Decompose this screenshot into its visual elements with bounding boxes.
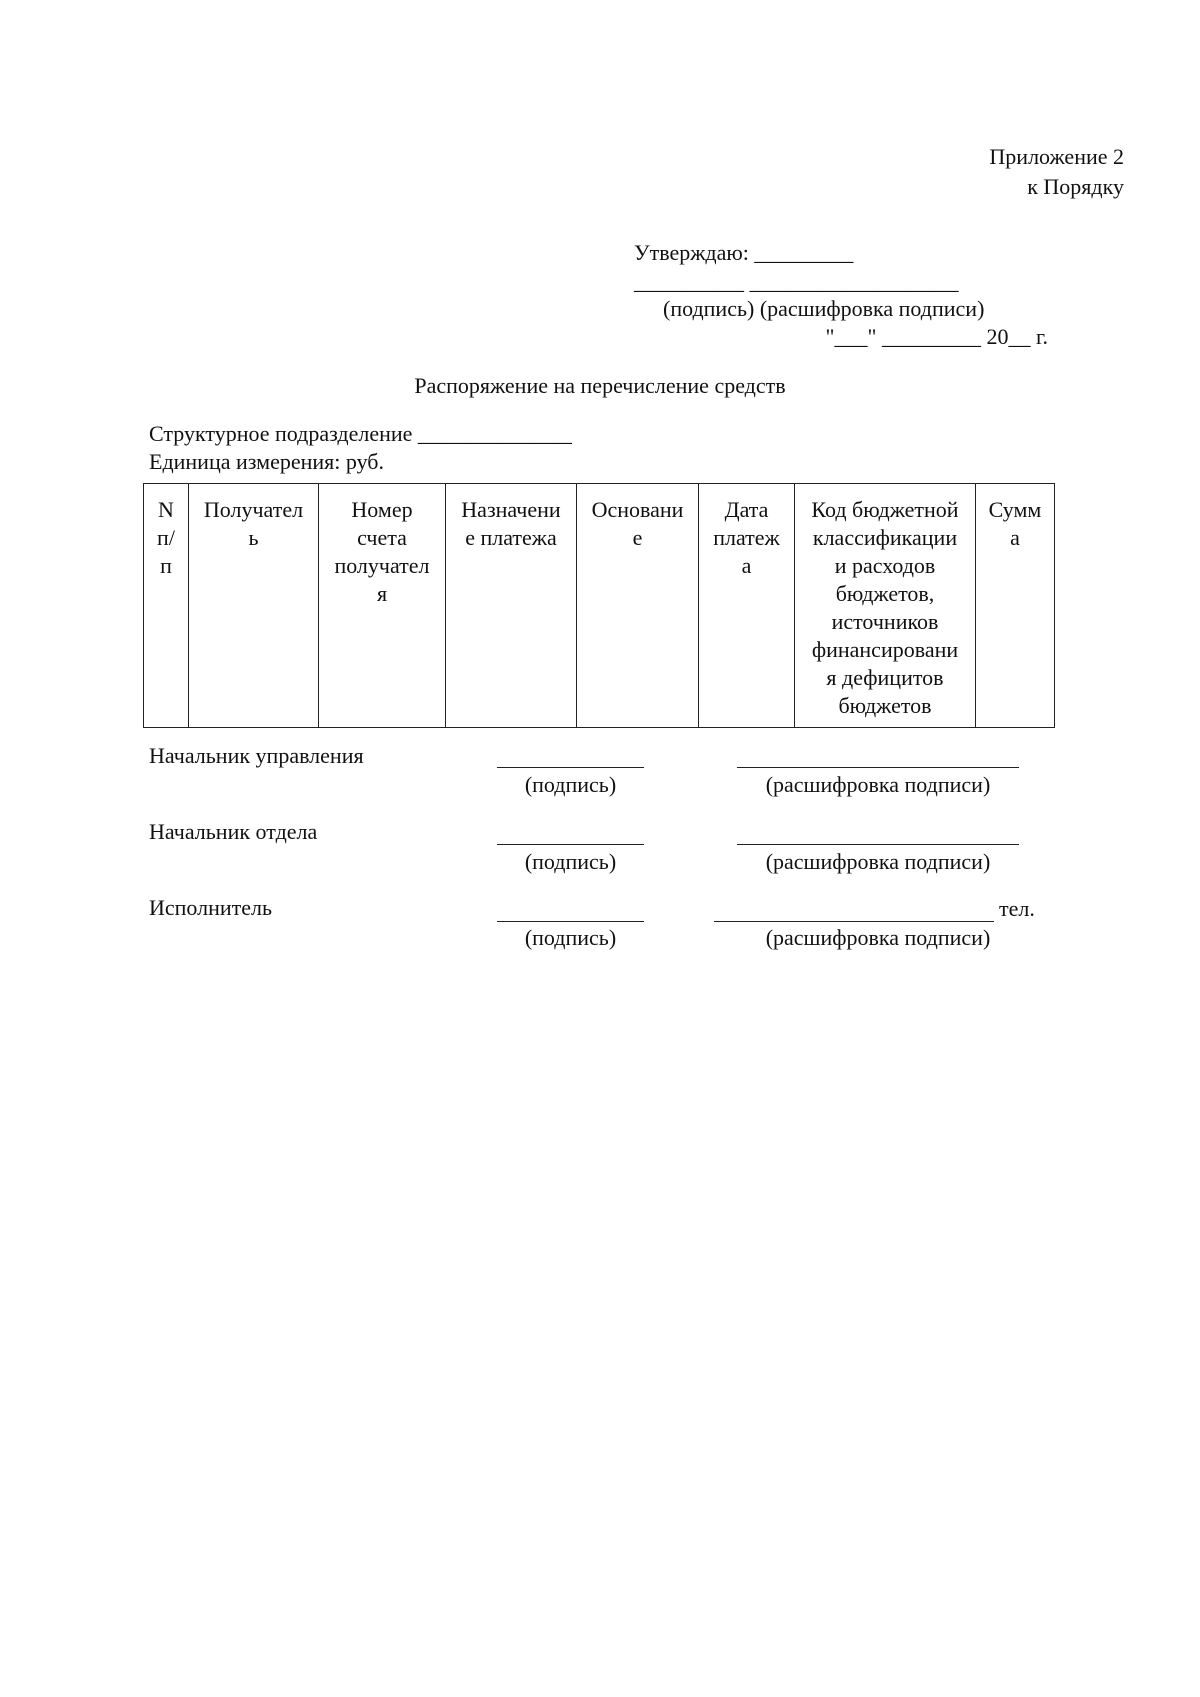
approval-sign-line: __________ ___________________ — [634, 269, 959, 294]
signature-caption: (подпись) — [524, 849, 617, 874]
signature-line — [497, 844, 644, 845]
payment-table — [143, 483, 1055, 728]
decode-line — [714, 921, 994, 922]
col-number: N п/ п — [144, 484, 189, 728]
decode-caption: (расшифровка подписи) — [765, 849, 991, 874]
col-recipient: Получател ь — [189, 484, 319, 728]
col-amount: Сумм а — [976, 484, 1055, 728]
col-account-number: Номер счета получател я — [319, 484, 446, 728]
department-field: Структурное подразделение ______________ — [149, 421, 572, 446]
approval-label: Утверждаю: _________ — [634, 240, 854, 265]
signature-line — [497, 767, 644, 768]
signature-caption: (подпись) — [524, 772, 617, 797]
table-header-row — [144, 484, 1055, 728]
decode-caption: (расшифровка подписи) — [765, 925, 991, 950]
signature-role: Начальник отдела — [149, 819, 318, 844]
annex-reference: к Порядку — [1027, 174, 1124, 199]
measure-unit: Единица измерения: руб. — [149, 449, 384, 474]
document-title: Распоряжение на перечисление средств — [414, 373, 786, 398]
col-basis: Основани е — [577, 484, 699, 728]
phone-label: тел. — [999, 896, 1035, 921]
decode-caption: (расшифровка подписи) — [765, 772, 991, 797]
decode-line — [737, 844, 1019, 845]
approval-date-line: "___" _________ 20__ г. — [825, 324, 1048, 349]
col-payment-date: Дата платеж а — [699, 484, 795, 728]
signature-role: Начальник управления — [149, 743, 364, 768]
col-budget-code: Код бюджетной классификации и расходов бюджетов, источников финансировани я дефицитов бюджетов — [795, 484, 976, 728]
signature-role: Исполнитель — [149, 895, 273, 920]
signature-line — [497, 921, 644, 922]
col-payment-purpose: Назначени е платежа — [446, 484, 577, 728]
signature-caption: (подпись) — [524, 925, 617, 950]
annex-number: Приложение 2 — [989, 144, 1124, 169]
approval-sign-caption: (подпись) (расшифровка подписи) — [663, 296, 985, 321]
decode-line — [737, 767, 1019, 768]
